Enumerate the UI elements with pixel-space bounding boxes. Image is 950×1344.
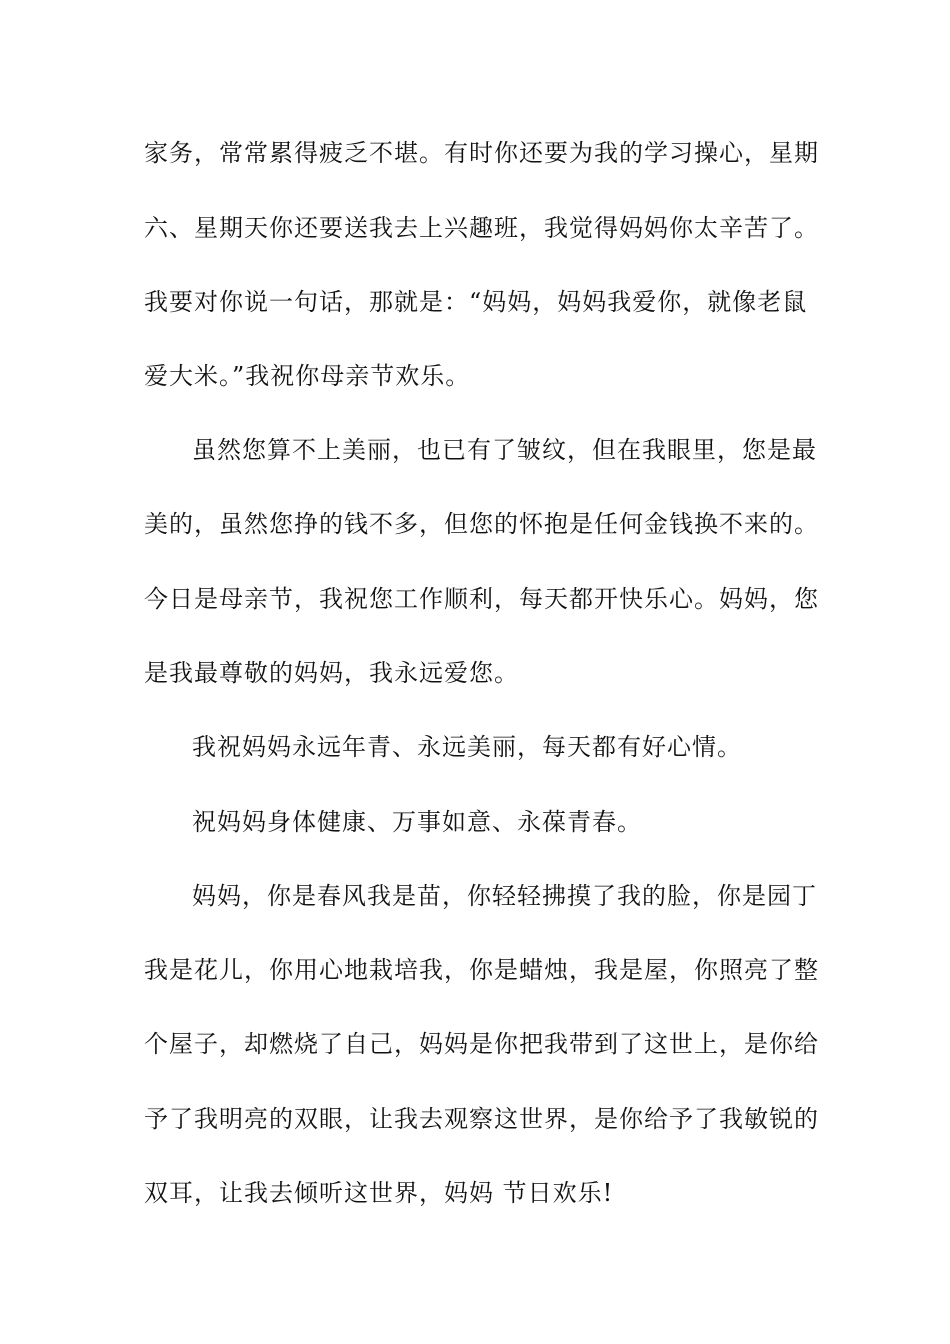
text-line: 家务，常常累得疲乏不堪。有时你还要为我的学习操心，星期 <box>144 139 819 167</box>
text-line: 个屋子，却燃烧了自己，妈妈是你把我带到了这世上，是你给 <box>144 1030 819 1058</box>
paragraph-first-line: 妈妈，你是春风我是苗，你轻轻拂摸了我的脸，你是园丁 <box>192 882 817 910</box>
text-line: 我要对你说一句话，那就是：“妈妈，妈妈我爱你，就像老鼠 <box>144 288 808 316</box>
text-line: 爱大米。”我祝你母亲节欢乐。 <box>144 362 471 390</box>
text-line: 双耳，让我去倾听这世界，妈妈 节日欢乐! <box>144 1179 614 1207</box>
text-line: 是我最尊敬的妈妈，我永远爱您。 <box>144 659 519 687</box>
text-line: 予了我明亮的双眼，让我去观察这世界，是你给予了我敏锐的 <box>144 1105 819 1133</box>
text-line: 美的，虽然您挣的钱不多，但您的怀抱是任何金钱换不来的。 <box>144 510 819 538</box>
text-line: 今日是母亲节，我祝您工作顺利，每天都开快乐心。妈妈，您 <box>144 585 819 613</box>
text-line: 我是花儿，你用心地栽培我，你是蜡烛，我是屋，你照亮了整 <box>144 956 819 984</box>
paragraph-first-line: 祝妈妈身体健康、万事如意、永葆青春。 <box>192 808 642 836</box>
text-line: 六、星期天你还要送我去上兴趣班，我觉得妈妈你太辛苦了。 <box>144 214 819 242</box>
paragraph-first-line: 我祝妈妈永远年青、永远美丽，每天都有好心情。 <box>192 733 742 761</box>
paragraph-first-line: 虽然您算不上美丽，也已有了皱纹，但在我眼里，您是最 <box>192 436 817 464</box>
